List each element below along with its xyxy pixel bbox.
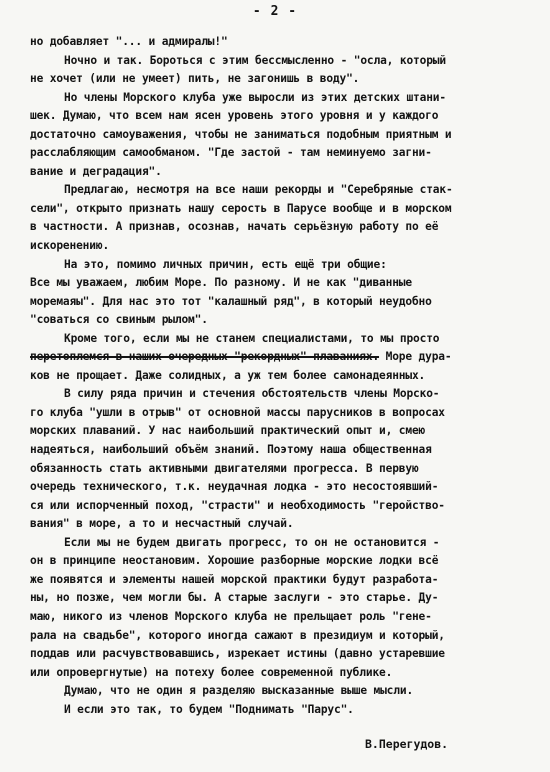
text-line: расслабляющим самообманом. "Где застой - там неминуемо загни-	[30, 146, 432, 160]
text-line-struck	[30, 348, 538, 367]
text-line: он в принципе неостановим. Хорошие разборные морские лодки всё	[30, 554, 439, 568]
text-line: вание и деградация".	[30, 164, 162, 178]
text-line: не хочет (или не умеет) пить, не загонишь в воду".	[30, 72, 360, 86]
text-line: Ночно и так. Бороться с этим бессмысленно - "осла, который	[64, 53, 446, 67]
text-line: На это, помимо личных причин, есть ещё три общие:	[64, 257, 387, 271]
text-line: обязанность стать активными двигателями прогресса. В первую	[30, 461, 419, 475]
text-line: Но члены Морского клуба уже выросли из этих детских штани-	[64, 90, 446, 104]
text-line: вания" в море, а то и несчастный случай.	[30, 517, 294, 531]
text-line: или опровергнутые) на потеху более современной публике.	[30, 665, 393, 679]
text-line: И если это так, то будем "Поднимать "Парус".	[64, 702, 354, 716]
text-line: же появятся и элементы нашей морской практики будут разработа-	[30, 572, 439, 586]
page-number: - 2 -	[252, 4, 298, 19]
paragraph-9	[30, 682, 538, 719]
text-line: морских плаваний. У нас наибольший практический опыт и, смею	[30, 424, 426, 438]
letter-body	[30, 33, 538, 719]
text-line: рала на свадьбе", которого иногда сажают в президиум и который,	[30, 628, 445, 642]
text-line: моремаяы". Для нас это тот "калашный ряд", в который неудобно	[30, 294, 432, 308]
paragraph-7	[30, 385, 538, 533]
paragraph-2	[30, 52, 538, 71]
text-line: ся или испорченный поход, "страсти" и необходимость "геройство-	[30, 498, 445, 512]
text-line: ков не прощает. Даже солидных, а уж тем более самонадеянных.	[30, 368, 426, 382]
text-line: "соваться со свиным рылом".	[30, 313, 208, 327]
text-line: Кроме того, если мы не станем специалистами, то мы просто	[64, 331, 440, 345]
signature: В.Перегудов.	[365, 737, 449, 751]
text-line: маю, никого из членов Морского клуба не прельщает роль "гене-	[30, 609, 432, 623]
paragraph-5	[30, 256, 538, 330]
text-line: ны, но позже, чем могли бы. А старые заслуги - это старье. Ду-	[30, 591, 439, 605]
text-line: но добавляет "... и адмиралы!"	[30, 35, 228, 48]
text-line: сели", открыто признать нашу серость в Парусе вообще и в морском	[30, 201, 452, 215]
text-line: в частности. А признав, осознав, начать серьёзную работу по её	[30, 220, 439, 234]
paragraph-2-cont	[30, 70, 538, 89]
text-line: шек. Думаю, что всем нам ясен уровень этого уровня и у каждого	[30, 109, 439, 123]
paragraph-3	[30, 89, 538, 182]
text-line: В силу ряда причин и стечения обстоятельств члены Морско-	[64, 387, 440, 401]
paragraph-4	[30, 181, 538, 255]
text-line: Предлагаю, несмотря на все наши рекорды и "Серебряные стак-	[64, 183, 453, 197]
text-line: Все мы уважаем, любим Море. По разному. И не как "диванные	[30, 276, 412, 290]
paragraph-8	[30, 534, 538, 682]
text-line: очередь технического, т.к. неудачная лодка - это несостоявший-	[30, 480, 439, 494]
text-line: достаточно самоуважения, чтобы не заниматься подобным приятным и	[30, 127, 452, 141]
text-fragment: Море дура-	[379, 350, 452, 364]
paragraph-6	[30, 330, 538, 386]
text-line: надеяться, наибольший объём знаний. Поэтому наша общественная	[30, 443, 432, 457]
text-line: поддав или расчувствовавшись, изрекает истины (давно устаревшие	[30, 647, 445, 661]
text-line: искоренению.	[30, 239, 110, 253]
struck-text: перетоплемся в наших очередных "рекордных" плаваниях.	[30, 350, 380, 364]
text-line: Думаю, что не один я разделяю высказанные выше мысли.	[64, 684, 414, 698]
text-line: Если мы не будем двигать прогресс, то он не остановится -	[64, 535, 440, 549]
text-line: го клуба "ушли в отрыв" от основной массы парусников в вопросах	[30, 405, 445, 419]
paragraph-1	[30, 33, 538, 52]
